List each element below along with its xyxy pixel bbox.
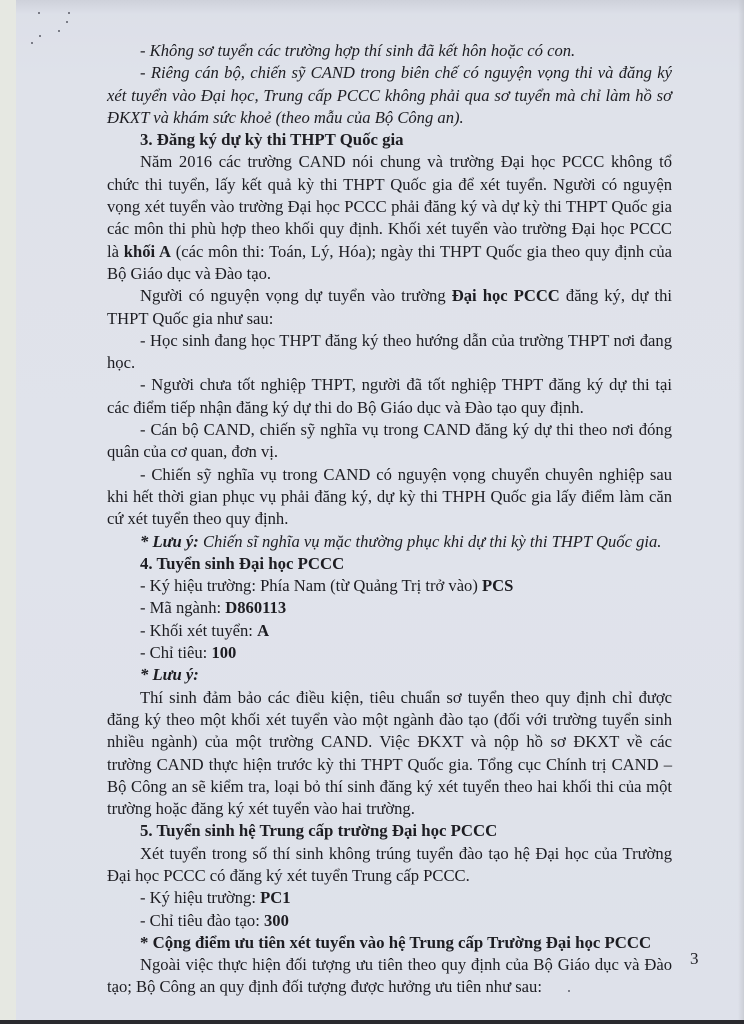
scan-speck — [39, 35, 41, 37]
field-label: - Ký hiệu trường: Phía Nam (từ Quảng Trị trở vào) — [140, 576, 483, 596]
field-value: D860113 — [225, 598, 287, 618]
text-run: đăng ký, dự thi THPT Quốc gia như sau: — [107, 286, 672, 328]
section-3-list-item: - Chiến sỹ nghĩa vụ trong CAND có nguyện vọng chuyển chuyên nghiệp sau khi hết thời gian phục vụ phải đăng ký, dự kỳ thi THPH Quốc gia lấy điểm làm căn cứ xét tuyển theo quy định. — [107, 464, 672, 529]
scan-speck — [58, 30, 60, 32]
page-right-shadow — [738, 0, 744, 1020]
section-3-list-item: - Cán bộ CAND, chiến sỹ nghĩa vụ trong CAND đăng ký dự thi theo nơi đóng quân của cơ quan, đơn vị. — [107, 420, 672, 462]
intro-item: - Riêng cán bộ, chiến sỹ CAND trong biên chế có nguyện vọng thi và đăng ký xét tuyển vào Đại học, Trung cấp PCCC không phải qua sơ tuyển mà chỉ làm hồ sơ ĐKXT và khám sức khoẻ (theo mẫu của Bộ Công an). — [107, 63, 672, 127]
scan-speck — [38, 12, 40, 14]
field-value: PCS — [482, 576, 514, 596]
field-label: - Mã ngành: — [140, 598, 226, 618]
field-value: PC1 — [260, 888, 291, 908]
section-4-field-quota — [107, 642, 672, 664]
text-run-bold: Đại học PCCC — [451, 286, 560, 306]
page-top-shadow — [16, 0, 744, 14]
text-run: Người có nguyện vọng dự tuyển vào trường — [140, 286, 452, 306]
document-body — [107, 40, 672, 999]
section-4-field-exam-block — [107, 620, 672, 642]
intro-item: - Không sơ tuyển các trường hợp thí sinh đã kết hôn hoặc có con. — [140, 41, 576, 60]
field-label: - Chỉ tiêu đào tạo: — [140, 910, 264, 930]
section-3-list-item: - Người chưa tốt nghiệp THPT, người đã tốt nghiệp THPT đăng ký dự thi tại các điểm tiếp nhận đăng ký dự thi do Bộ Giáo dục và Đào tạo quy định. — [107, 375, 672, 417]
section-4-field-major-code — [107, 597, 672, 619]
scan-speck — [31, 42, 33, 44]
section-5-field-school-code — [107, 887, 672, 909]
field-label: - Khối xét tuyển: — [140, 620, 258, 640]
scan-speck — [66, 21, 68, 23]
scan-speck — [68, 12, 70, 14]
field-value: 100 — [211, 643, 237, 663]
section-5-field-quota — [107, 910, 672, 932]
field-value: 300 — [263, 910, 289, 930]
text-run: Năm 2016 các trường CAND nói chung và trường Đại học PCCC không tổ chức thi tuyển, lấy kết quả kỳ thi THPT Quốc gia để xét tuyển. Người có nguyện vọng xét tuyển vào trường Đại học PCCC phải đăng ký và dự kỳ thi THPT Quốc gia các môn thi phù hợp theo khối quy định. Khối xét tuyển vào trường Đại học PCCC là — [107, 152, 672, 261]
section-4-heading: 4. Tuyển sinh Đại học PCCC — [140, 553, 345, 573]
section-5-heading: 5. Tuyển sinh hệ Trung cấp trường Đại học PCCC — [140, 821, 498, 841]
text-run: (các môn thi: Toán, Lý, Hóa); ngày thi THPT Quốc gia theo quy định của Bộ Giáo dục và Đào tạo. — [107, 241, 672, 283]
section-5-paragraph: Xét tuyển trong số thí sinh không trúng tuyển đào tạo hệ Đại học của Trường Đại học PCCC có đăng ký xét tuyển Trung cấp PCCC. — [107, 843, 672, 885]
section-3-list-item: - Học sinh đang học THPT đăng ký theo hướng dẫn của trường THPT nơi đang học. — [107, 330, 672, 373]
section-4-note-paragraph: Thí sinh đảm bảo các điều kiện, tiêu chuẩn sơ tuyển theo quy định chỉ được đăng ký theo một khối xét tuyển vào một ngành đào tạo (đối với trường tuyển sinh nhiều ngành) của một trường CAND. Việc ĐKXT và nộp hồ sơ ĐKXT về các trường CAND thực hiện trước kỳ thi THPT Quốc gia. Tổng cục Chính trị CAND – Bộ Công an sẽ kiểm tra, loại bỏ thí sinh đăng ký xét tuyển theo hai khối thi của một trường hoặc đăng ký xét tuyển vào hai trường. — [107, 687, 672, 819]
text-run-bold: khối A — [123, 241, 171, 261]
section-3-paragraph-1 — [107, 151, 672, 285]
section-4-note-label: * Lưu ý: — [140, 665, 199, 685]
page-number: 3 — [690, 949, 699, 968]
scan-left-margin — [0, 0, 16, 1024]
field-label: - Ký hiệu trường: — [140, 888, 261, 908]
section-5-subheading: * Cộng điểm ưu tiên xét tuyển vào hệ Trung cấp Trường Đại học PCCC — [140, 932, 652, 952]
section-3-paragraph-2 — [107, 285, 672, 330]
page-bottom-edge — [0, 1020, 744, 1024]
field-value: A — [257, 620, 270, 640]
section-3-note — [107, 531, 672, 553]
note-text: Chiến sĩ nghĩa vụ mặc thường phục khi dự thi kỳ thi THPT Quốc gia. — [198, 531, 662, 551]
note-label: * Lưu ý: — [140, 531, 199, 551]
field-label: - Chỉ tiêu: — [140, 643, 212, 663]
section-4-field-school-code — [107, 575, 672, 597]
section-3-heading: 3. Đăng ký dự kỳ thi THPT Quốc gia — [140, 130, 404, 150]
section-5-final-paragraph: Ngoài việc thực hiện đối tượng ưu tiên theo quy định của Bộ Giáo dục và Đào tạo; Bộ Công an quy định đối tượng được hưởng ưu tiên như sau: — [107, 955, 672, 997]
